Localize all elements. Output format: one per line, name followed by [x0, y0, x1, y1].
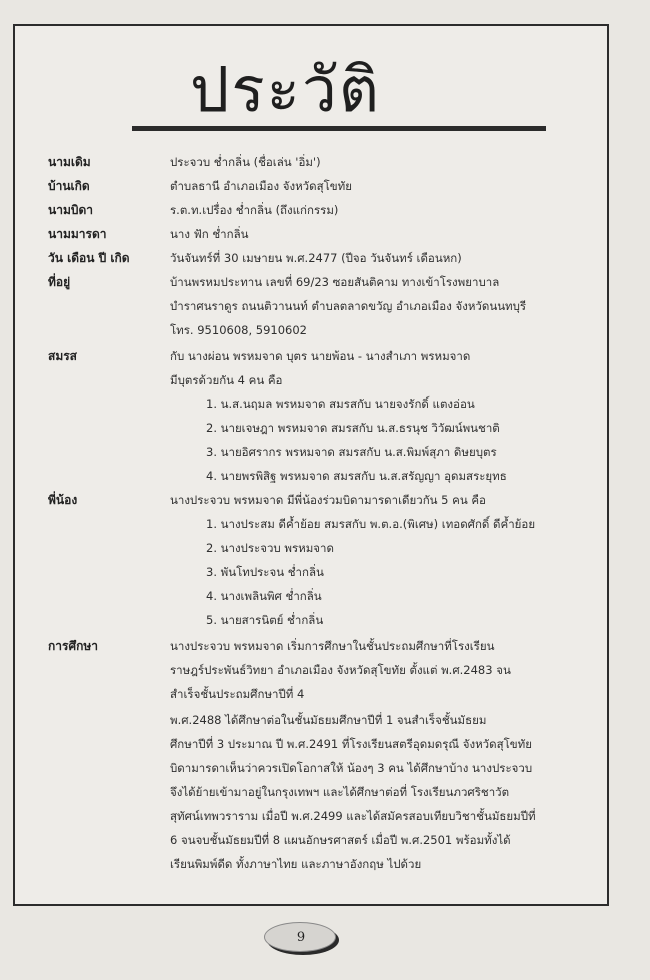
spouse-line: กับ นางผ่อน พรหมจาด บุตร นายพ้อน - นางสำเภา พรหมจาด	[170, 349, 471, 363]
label-father: นามบิดา	[48, 203, 93, 217]
sibling-item: 1. นางประสม ดีค้ำย้อย สมรสกับ พ.ต.อ.(พิเศษ) เทอดศักดิ์ ดีค้ำย้อย	[206, 517, 536, 531]
education-line: 6 จนจบชั้นมัธยมปีที่ 8 แผนอักษรศาสตร์ เมื่อปี พ.ศ.2501 พร้อมทั้งได้	[170, 833, 511, 847]
label-education: การศึกษา	[48, 639, 98, 653]
page-number: 9	[296, 930, 306, 945]
sibling-item: 4. นางเพลินพิศ ช่ำกลิ่น	[206, 589, 322, 603]
label-birthplace: บ้านเกิด	[48, 179, 90, 193]
label-birthdate: วัน เดือน ปี เกิด	[48, 251, 130, 265]
child-item: 1. น.ส.นฤมล พรหมจาด สมรสกับ นายจงรักดิ์ แตงอ่อน	[206, 397, 475, 411]
sibling-item: 2. นางประจวบ พรหมจาด	[206, 541, 334, 555]
education-line: สุทัศน์เทพวราราม เมื่อปี พ.ศ.2499 และได้สมัครสอบเทียบวิชาชั้นมัธยมปีที่	[170, 809, 536, 823]
address-line: บำราศนราดูร ถนนติวานนท์ ตำบลตลาดขวัญ อำเภอเมือง จังหวัดนนทบุรี	[170, 299, 527, 313]
label-address: ที่อยู่	[48, 275, 71, 289]
education-line: พ.ศ.2488 ได้ศึกษาต่อในชั้นมัธยมศึกษาปีที่ 1 จนสำเร็จชั้นมัธยม	[170, 713, 487, 727]
child-item: 3. นายอิศรากร พรหมจาด สมรสกับ น.ส.พิมพ์สุภา ดิษยบุตร	[206, 445, 497, 459]
education-line: บิดามารดาเห็นว่าควรเปิดโอกาสให้ น้องๆ 3 คน ได้ศึกษาบ้าง นางประจวบ	[170, 761, 533, 775]
education-line: นางประจวบ พรหมจาด เริ่มการศึกษาในชั้นประถมศึกษาที่โรงเรียน	[170, 639, 495, 653]
sibling-item: 3. พันโทประจน ช่ำกลิ่น	[206, 565, 324, 579]
sibling-item: 5. นายสารนิตย์ ช่ำกลิ่น	[206, 613, 324, 627]
education-line: สำเร็จชั้นประถมศึกษาปีที่ 4	[170, 687, 305, 701]
address-line: บ้านพรหมประทาน เลขที่ 69/23 ซอยสันติคาม ทางเข้าโรงพยาบาล	[170, 275, 500, 289]
value-birth-name: ประจวบ ช่ำกลิ่น (ชื่อเล่น 'อิ่ม')	[170, 155, 321, 169]
child-item: 4. นายพรพิสิฐ พรหมจาด สมรสกับ น.ส.สรัญญา อุดมสระยุทธ	[206, 469, 507, 483]
spouse-line: มีบุตรด้วยกัน 4 คน คือ	[170, 373, 283, 387]
value-father: ร.ต.ท.เปรื่อง ช่ำกลิ่น (ถึงแก่กรรม)	[170, 203, 339, 217]
child-item: 2. นายเจษฎา พรหมจาด สมรสกับ น.ส.ธรนุช วิวัฒน์พนชาติ	[206, 421, 500, 435]
page-number-badge	[264, 922, 336, 952]
value-birthdate: วันจันทร์ที่ 30 เมษายน พ.ศ.2477 (ปีจอ วันจันทร์ เดือนหก)	[170, 251, 462, 265]
education-line: ศึกษาปีที่ 3 ประมาณ ปี พ.ศ.2491 ที่โรงเรียนสตรีอุดมดรุณี จังหวัดสุโขทัย	[170, 737, 532, 751]
label-siblings: พี่น้อง	[48, 493, 78, 507]
page-title: ประวัติ	[190, 53, 382, 126]
value-birthplace: ตำบลธานี อำเภอเมือง จังหวัดสุโขทัย	[170, 179, 352, 193]
education-line: ราษฎร์ประพันธ์วิทยา อำเภอเมือง จังหวัดสุโขทัย ตั้งแต่ พ.ศ.2483 จน	[170, 663, 511, 677]
education-line: เรียนพิมพ์ดีด ทั้งภาษาไทย และภาษาอังกฤษ ไปด้วย	[170, 857, 422, 871]
title-underline	[132, 126, 546, 131]
label-spouse: สมรส	[48, 349, 78, 363]
label-mother: นามมารดา	[48, 227, 107, 241]
value-mother: นาง ฟัก ช่ำกลิ่น	[170, 227, 249, 241]
label-birth-name: นามเดิม	[48, 155, 91, 169]
address-line: โทร. 9510608, 5910602	[170, 323, 307, 337]
siblings-intro: นางประจวบ พรหมจาด มีพี่น้องร่วมบิดามารดาเดียวกัน 5 คน คือ	[170, 493, 486, 507]
education-line: จึงได้ย้ายเข้ามาอยู่ในกรุงเทพฯ และได้ศึกษาต่อที่ โรงเรียนภวศริชาวัต	[170, 785, 510, 799]
